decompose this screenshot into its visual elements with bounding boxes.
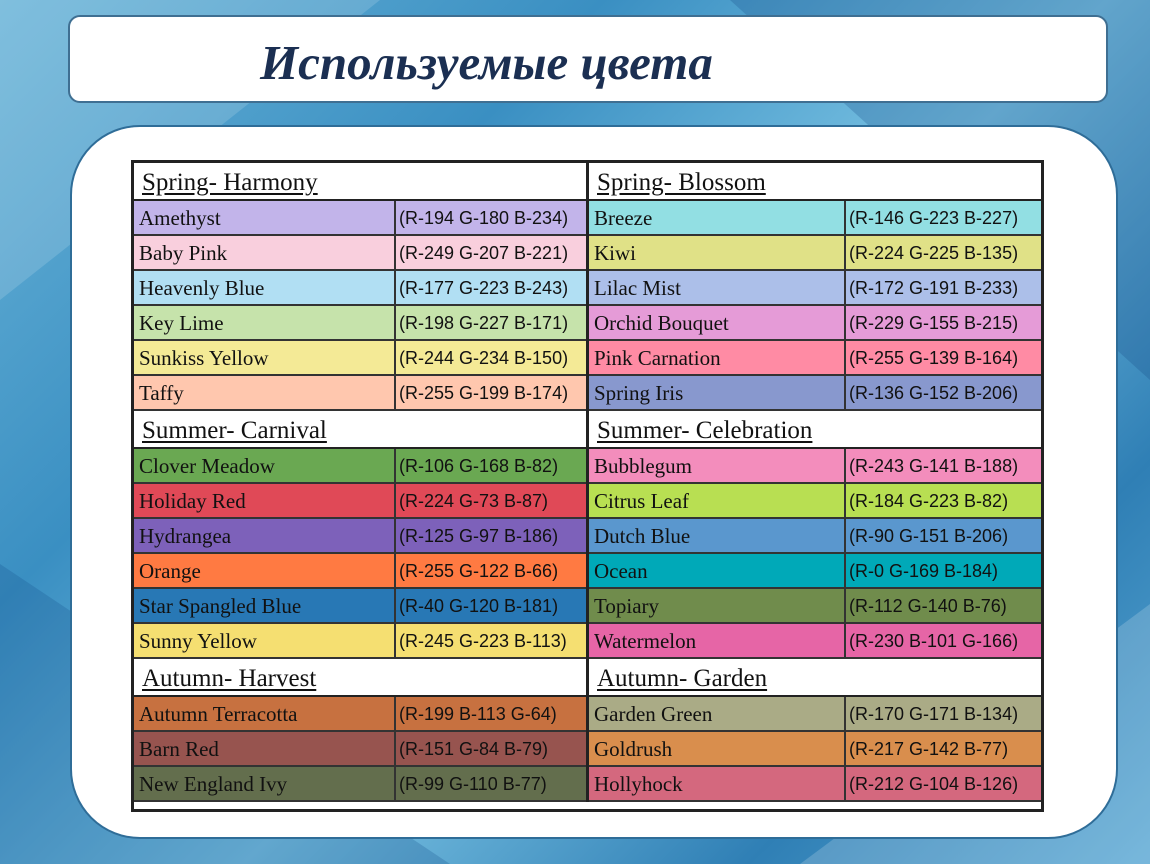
color-rgb-value: (R-40 G-120 B-181) bbox=[399, 596, 559, 616]
color-section bbox=[134, 659, 1041, 802]
color-name: Baby Pink bbox=[134, 236, 396, 269]
color-rgb-value: (R-125 G-97 B-186) bbox=[399, 526, 559, 546]
color-name: Goldrush bbox=[589, 732, 846, 765]
color-name: Clover Meadow bbox=[134, 449, 396, 482]
palette-column bbox=[589, 659, 1041, 802]
color-row bbox=[589, 376, 1041, 411]
color-rgb-value: (R-151 G-84 B-79) bbox=[399, 739, 549, 759]
color-row bbox=[134, 519, 586, 554]
color-rgb-value: (R-229 G-155 B-215) bbox=[849, 313, 1019, 333]
color-rgb-value: (R-255 G-199 B-174) bbox=[399, 383, 569, 403]
color-row bbox=[134, 554, 586, 589]
color-rgb-value: (R-177 G-223 B-243) bbox=[399, 278, 569, 298]
color-row bbox=[134, 732, 586, 767]
color-row bbox=[589, 697, 1041, 732]
color-row bbox=[589, 554, 1041, 589]
color-rgb-value: (R-99 G-110 B-77) bbox=[399, 774, 547, 794]
color-name: Orange bbox=[134, 554, 396, 587]
color-row bbox=[134, 449, 586, 484]
color-row bbox=[589, 519, 1041, 554]
color-rgb-value: (R-199 B-113 G-64) bbox=[399, 704, 557, 724]
color-rgb-value: (R-170 G-171 B-134) bbox=[849, 704, 1019, 724]
color-row bbox=[134, 306, 586, 341]
palette-column bbox=[134, 659, 589, 802]
color-name: Spring Iris bbox=[589, 376, 846, 409]
color-row bbox=[589, 271, 1041, 306]
color-section bbox=[134, 163, 1041, 411]
color-name: Hydrangea bbox=[134, 519, 396, 552]
color-table bbox=[131, 160, 1044, 812]
color-rgb-value: (R-224 G-73 B-87) bbox=[399, 491, 549, 511]
color-row bbox=[134, 376, 586, 411]
color-row bbox=[134, 767, 586, 802]
palette-column bbox=[134, 163, 589, 411]
color-rgb-value: (R-255 G-122 B-66) bbox=[399, 561, 559, 581]
color-name: Lilac Mist bbox=[589, 271, 846, 304]
color-row bbox=[589, 236, 1041, 271]
color-rgb-value: (R-212 G-104 B-126) bbox=[849, 774, 1019, 794]
palette-heading: Autumn- Harvest bbox=[134, 659, 586, 697]
color-row bbox=[134, 697, 586, 732]
color-name: Amethyst bbox=[134, 201, 396, 234]
color-name: Orchid Bouquet bbox=[589, 306, 846, 339]
palette-heading: Spring- Blossom bbox=[589, 163, 1041, 201]
palette-column bbox=[589, 163, 1041, 411]
color-row bbox=[134, 271, 586, 306]
palette-heading: Summer- Carnival bbox=[134, 411, 586, 449]
color-rgb-value: (R-146 G-223 B-227) bbox=[849, 208, 1019, 228]
color-name: Bubblegum bbox=[589, 449, 846, 482]
color-name: Heavenly Blue bbox=[134, 271, 396, 304]
color-rgb-value: (R-172 G-191 B-233) bbox=[849, 278, 1019, 298]
title-box bbox=[68, 15, 1108, 103]
color-rgb-value: (R-90 G-151 B-206) bbox=[849, 526, 1009, 546]
color-rgb-value: (R-255 G-139 B-164) bbox=[849, 348, 1019, 368]
color-name: Sunny Yellow bbox=[134, 624, 396, 657]
color-rgb-value: (R-112 G-140 B-76) bbox=[849, 596, 1007, 616]
color-rgb-value: (R-136 G-152 B-206) bbox=[849, 383, 1019, 403]
color-rgb-value: (R-0 G-169 B-184) bbox=[849, 561, 999, 581]
color-row bbox=[589, 341, 1041, 376]
color-rgb-value: (R-194 G-180 B-234) bbox=[399, 208, 569, 228]
color-rgb-value: (R-217 G-142 B-77) bbox=[849, 739, 1009, 759]
color-row bbox=[134, 201, 586, 236]
color-name: Citrus Leaf bbox=[589, 484, 846, 517]
color-name: Dutch Blue bbox=[589, 519, 846, 552]
color-row bbox=[589, 732, 1041, 767]
color-name: Autumn Terracotta bbox=[134, 697, 396, 730]
color-rgb-value: (R-184 G-223 B-82) bbox=[849, 491, 1009, 511]
color-row bbox=[589, 484, 1041, 519]
color-name: Hollyhock bbox=[589, 767, 846, 800]
color-row bbox=[134, 484, 586, 519]
color-row bbox=[134, 341, 586, 376]
color-row bbox=[589, 624, 1041, 659]
color-name: Sunkiss Yellow bbox=[134, 341, 396, 374]
color-rgb-value: (R-230 B-101 G-166) bbox=[849, 631, 1019, 651]
color-row bbox=[589, 589, 1041, 624]
palette-column bbox=[134, 411, 589, 659]
color-rgb-value: (R-245 G-223 B-113) bbox=[399, 631, 567, 651]
color-name: Pink Carnation bbox=[589, 341, 846, 374]
color-name: Topiary bbox=[589, 589, 846, 622]
color-row bbox=[589, 201, 1041, 236]
color-name: Garden Green bbox=[589, 697, 846, 730]
color-section bbox=[134, 411, 1041, 659]
color-name: Watermelon bbox=[589, 624, 846, 657]
color-name: Barn Red bbox=[134, 732, 396, 765]
color-name: Star Spangled Blue bbox=[134, 589, 396, 622]
palette-column bbox=[589, 411, 1041, 659]
color-row bbox=[589, 767, 1041, 802]
color-row bbox=[134, 236, 586, 271]
color-row bbox=[134, 589, 586, 624]
palette-heading: Spring- Harmony bbox=[134, 163, 586, 201]
color-name: Key Lime bbox=[134, 306, 396, 339]
color-rgb-value: (R-249 G-207 B-221) bbox=[399, 243, 569, 263]
color-name: Holiday Red bbox=[134, 484, 396, 517]
color-name: Breeze bbox=[589, 201, 846, 234]
color-rgb-value: (R-244 G-234 B-150) bbox=[399, 348, 569, 368]
color-name: Ocean bbox=[589, 554, 846, 587]
color-name: Kiwi bbox=[589, 236, 846, 269]
color-rgb-value: (R-224 G-225 B-135) bbox=[849, 243, 1019, 263]
palette-heading: Summer- Celebration bbox=[589, 411, 1041, 449]
color-rgb-value: (R-198 G-227 B-171) bbox=[399, 313, 569, 333]
color-name: Taffy bbox=[134, 376, 396, 409]
color-rgb-value: (R-106 G-168 B-82) bbox=[399, 456, 559, 476]
color-row bbox=[589, 306, 1041, 341]
color-name: New England Ivy bbox=[134, 767, 396, 800]
slide-title: Используемые цвета bbox=[260, 35, 713, 90]
palette-heading: Autumn- Garden bbox=[589, 659, 1041, 697]
color-row bbox=[134, 624, 586, 659]
color-row bbox=[589, 449, 1041, 484]
color-rgb-value: (R-243 G-141 B-188) bbox=[849, 456, 1019, 476]
